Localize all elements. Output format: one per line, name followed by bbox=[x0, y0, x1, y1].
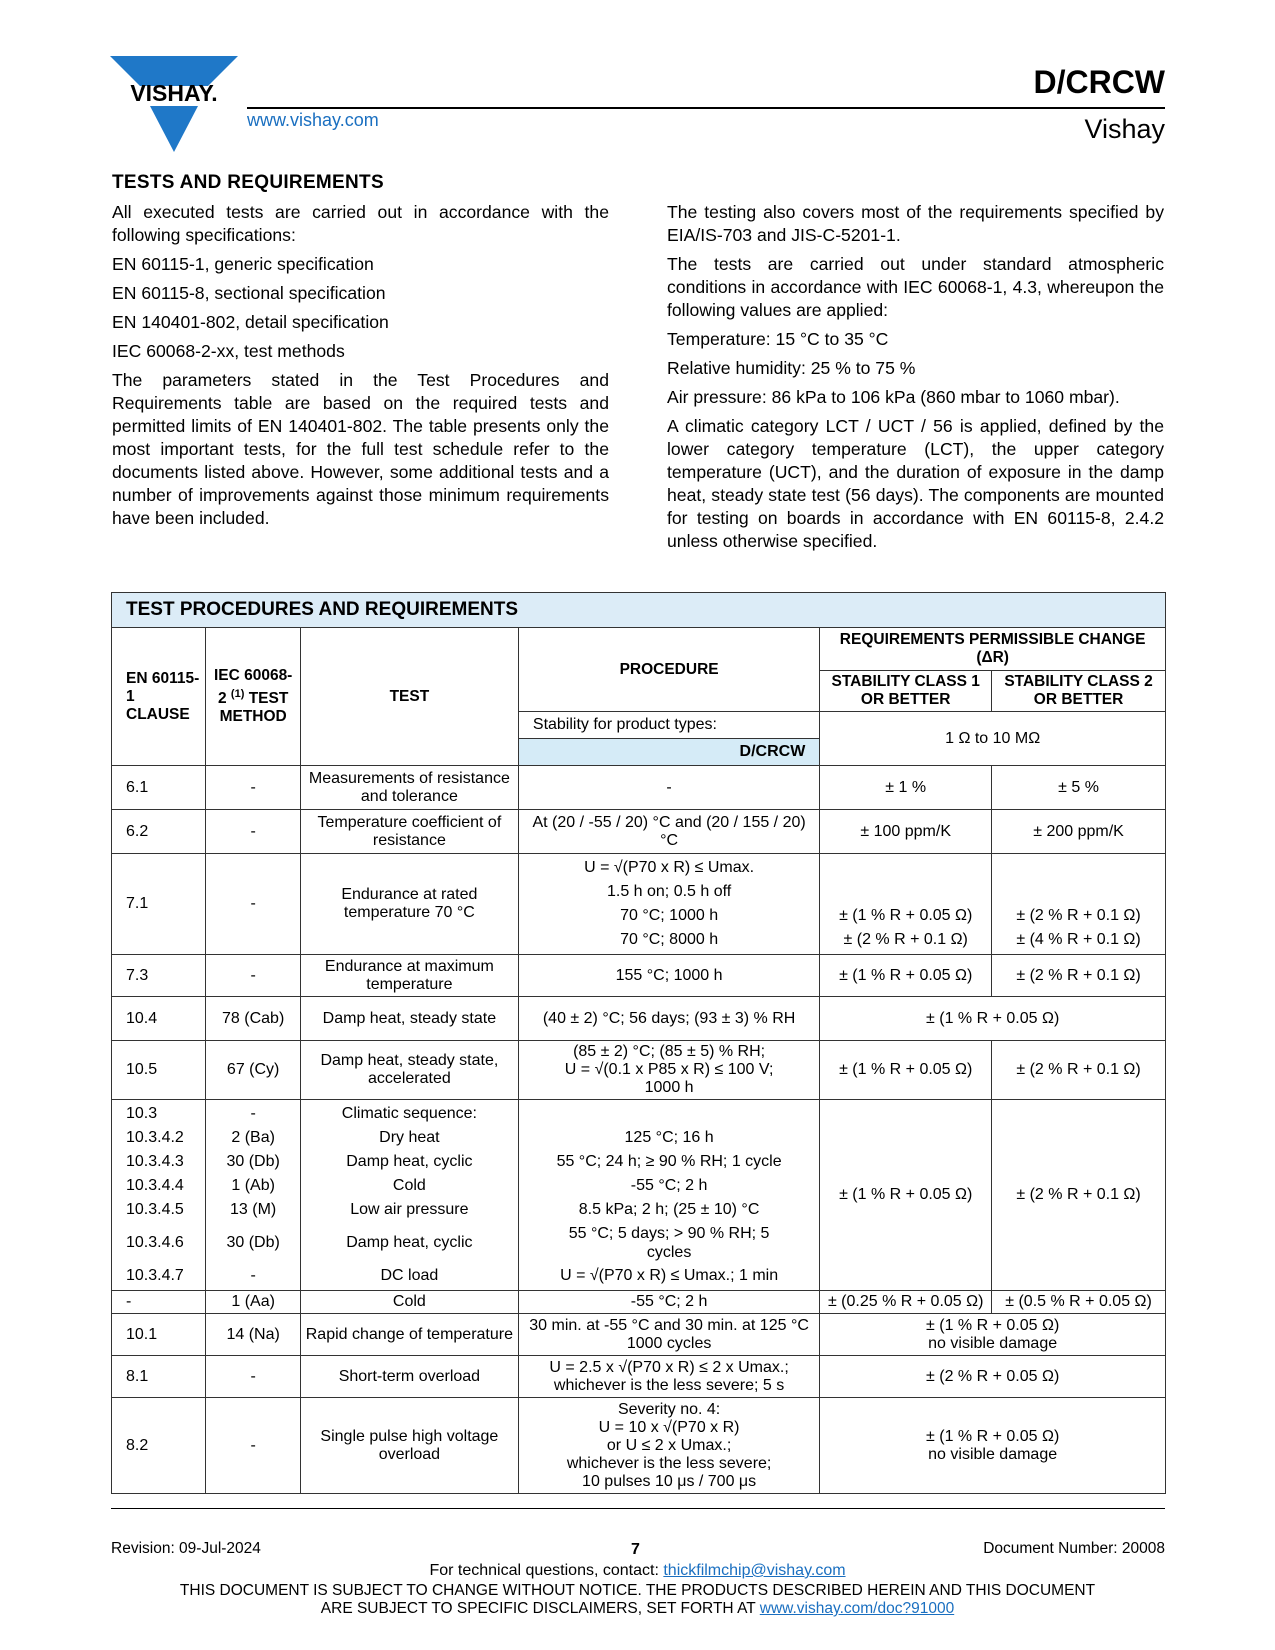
site-link[interactable]: www.vishay.com bbox=[247, 110, 379, 130]
procedure-cell bbox=[518, 1398, 819, 1494]
disclaimer bbox=[0, 1582, 1275, 1618]
class1-cell: ± (1 % R + 0.05 Ω) bbox=[820, 1041, 992, 1100]
contact-email-link[interactable]: thickfilmchip@vishay.com bbox=[663, 1562, 846, 1579]
table-row bbox=[112, 955, 1166, 997]
stability-label: Stability for product types: bbox=[518, 712, 819, 739]
procedure-cell bbox=[518, 1356, 819, 1398]
paragraph: IEC 60068-2-xx, test methods bbox=[112, 341, 345, 361]
clause-cell: 10.4 bbox=[112, 997, 206, 1041]
table-row bbox=[112, 997, 1166, 1041]
procedure-cell: - bbox=[518, 766, 819, 810]
requirement-cell bbox=[820, 1314, 1166, 1356]
paragraph: EN 140401-802, detail specification bbox=[112, 312, 389, 332]
disclaimer-line: THIS DOCUMENT IS SUBJECT TO CHANGE WITHOUT NOTICE. THE PRODUCTS DESCRIBED HEREIN AND THIS DOCUMENT bbox=[179, 1582, 1096, 1599]
test-procedures-table bbox=[111, 592, 1166, 1494]
requirement-line: no visible damage bbox=[928, 1445, 1058, 1463]
range-cell: 1 Ω to 10 MΩ bbox=[820, 712, 1166, 766]
clause-line: 10.3.4.6 bbox=[126, 1234, 184, 1251]
procedure-line: 1000 h bbox=[644, 1079, 694, 1096]
procedure-line: 70 °C; 8000 h bbox=[620, 931, 719, 948]
clause-cell: 6.1 bbox=[112, 766, 206, 810]
class2-cell: ± 5 % bbox=[992, 766, 1166, 810]
method-line: - bbox=[250, 1105, 256, 1122]
requirement-line: no visible damage bbox=[928, 1334, 1058, 1352]
method-line: 13 (M) bbox=[230, 1201, 277, 1218]
contact-line bbox=[0, 1562, 1275, 1580]
procedure-line: Severity no. 4: bbox=[617, 1400, 721, 1418]
clause-line: 10.3 bbox=[126, 1105, 158, 1122]
requirement-cell bbox=[820, 1398, 1166, 1494]
header-iec-pre: IEC 60068-2 bbox=[213, 666, 293, 708]
class2-cell: ± (2 % R + 0.1 Ω) bbox=[992, 1100, 1166, 1291]
logo-wordmark: VISHAY. bbox=[130, 80, 218, 106]
procedure-formula: U = 2.5 x √(P70 x R) ≤ 2 x Umax.; bbox=[549, 1358, 789, 1376]
method-line: 2 (Ba) bbox=[231, 1129, 275, 1146]
procedure-line: (85 ± 2) °C; (85 ± 5) % RH; bbox=[573, 1043, 766, 1060]
clause-line: 10.3.4.4 bbox=[126, 1177, 184, 1194]
footnote-mark: (1) bbox=[230, 687, 245, 700]
class2-cell: ± (0.5 % R + 0.05 Ω) bbox=[992, 1291, 1166, 1314]
class1-cell: ± (0.25 % R + 0.05 Ω) bbox=[820, 1291, 992, 1314]
procedure-cell bbox=[518, 854, 819, 955]
test-cell: Endurance at maximum temperature bbox=[300, 955, 518, 997]
class1-cell: ± (1 % R + 0.05 Ω) bbox=[820, 1100, 992, 1291]
table-row bbox=[112, 1041, 1166, 1100]
procedure-line bbox=[523, 1102, 815, 1126]
procedure-line: whichever is the less severe; 5 s bbox=[553, 1376, 785, 1394]
method-cell bbox=[206, 1100, 300, 1291]
header-class2: STABILITY CLASS 2 OR BETTER bbox=[992, 671, 1166, 712]
requirement-line: ± (1 % R + 0.05 Ω) bbox=[926, 1427, 1060, 1445]
clause-cell: 8.2 bbox=[112, 1398, 206, 1494]
procedure-line: 125 °C; 16 h bbox=[624, 1129, 714, 1146]
header-test: TEST bbox=[300, 628, 518, 766]
procedure-line: 55 °C; 24 h; ≥ 90 % RH; 1 cycle bbox=[556, 1153, 782, 1170]
clause-cell: - bbox=[112, 1291, 206, 1314]
method-cell: 14 (Na) bbox=[206, 1314, 300, 1356]
disclaimer-line bbox=[0, 1600, 1275, 1618]
class1-cell: ± 100 ppm/K bbox=[820, 810, 992, 854]
header-iec-method bbox=[206, 628, 300, 766]
left-column bbox=[112, 201, 609, 536]
procedure-line: 55 °C; 5 days; > 90 % RH; 5 cycles bbox=[568, 1225, 770, 1261]
clause-cell: 10.1 bbox=[112, 1314, 206, 1356]
test-cell: Damp heat, steady state bbox=[300, 997, 518, 1041]
product-type-cell: D/CRCW bbox=[518, 739, 819, 766]
header-requirements: REQUIREMENTS PERMISSIBLE CHANGE (ΔR) bbox=[820, 628, 1166, 671]
requirement-line: ± (1 % R + 0.05 Ω) bbox=[926, 1316, 1060, 1334]
class1-cell bbox=[820, 854, 992, 955]
paragraph: Air pressure: 86 kPa to 106 kPa (860 mbar to 1060 mbar). bbox=[667, 387, 1120, 407]
test-line: Cold bbox=[392, 1177, 426, 1194]
requirement-cell: ± (2 % R + 0.05 Ω) bbox=[820, 1356, 1166, 1398]
clause-cell bbox=[112, 1100, 206, 1291]
table-caption: TEST PROCEDURES AND REQUIREMENTS bbox=[112, 593, 1166, 628]
clause-line: 10.3.4.2 bbox=[126, 1129, 184, 1146]
clause-line: 10.3.4.3 bbox=[126, 1153, 184, 1170]
procedure-formula: U = √(P70 x R) ≤ Umax. bbox=[584, 859, 755, 876]
clause-line: 10.3.4.5 bbox=[126, 1201, 184, 1218]
paragraph: EN 60115-1, generic specification bbox=[112, 254, 374, 274]
header-rule bbox=[247, 107, 1165, 109]
table-row bbox=[112, 1398, 1166, 1494]
paragraph: Relative humidity: 25 % to 75 % bbox=[667, 358, 916, 378]
paragraph: All executed tests are carried out in accordance with the following specifications: bbox=[112, 202, 609, 245]
method-cell: - bbox=[206, 1356, 300, 1398]
procedure-cell bbox=[518, 1041, 819, 1100]
vishay-logo bbox=[110, 56, 238, 158]
procedure-line: 8.5 kPa; 2 h; (25 ± 10) °C bbox=[578, 1201, 760, 1218]
procedure-cell bbox=[518, 1100, 819, 1291]
method-cell: 78 (Cab) bbox=[206, 997, 300, 1041]
clause-cell: 10.5 bbox=[112, 1041, 206, 1100]
procedure-formula: U = √(0.1 x P85 x R) ≤ 100 V; bbox=[564, 1061, 774, 1078]
clause-cell: 7.3 bbox=[112, 955, 206, 997]
table-row bbox=[112, 766, 1166, 810]
procedure-formula: U = √(P70 x R) ≤ Umax.; 1 min bbox=[560, 1267, 779, 1284]
test-line: Damp heat, cyclic bbox=[346, 1234, 473, 1251]
test-cell: Rapid change of temperature bbox=[300, 1314, 518, 1356]
table-row bbox=[112, 1314, 1166, 1356]
table-row bbox=[112, 1291, 1166, 1314]
procedure-line: -55 °C; 2 h bbox=[630, 1177, 708, 1194]
method-line: 30 (Db) bbox=[226, 1153, 280, 1170]
table-row bbox=[112, 1100, 1166, 1291]
method-cell: - bbox=[206, 955, 300, 997]
method-cell: 1 (Aa) bbox=[206, 1291, 300, 1314]
requirement-line: ± (4 % R + 0.1 Ω) bbox=[1016, 931, 1141, 948]
table-row bbox=[112, 1356, 1166, 1398]
paragraph: The tests are carried out under standard atmospheric conditions in accordance with IEC 60068-1, 4.3, whereupon the following values are applied: bbox=[667, 254, 1164, 320]
procedure-cell: -55 °C; 2 h bbox=[518, 1291, 819, 1314]
disclaimer-link[interactable]: www.vishay.com/doc?91000 bbox=[759, 1600, 955, 1617]
method-cell: - bbox=[206, 854, 300, 955]
procedure-cell: At (20 / -55 / 20) °C and (20 / 155 / 20) °C bbox=[518, 810, 819, 854]
doc-title: D/CRCW bbox=[1033, 64, 1165, 100]
test-cell: Temperature coefficient of resistance bbox=[300, 810, 518, 854]
right-column bbox=[667, 201, 1164, 559]
paragraph: EN 60115-8, sectional specification bbox=[112, 283, 386, 303]
test-line: Damp heat, cyclic bbox=[346, 1153, 473, 1170]
requirement-line: ± (2 % R + 0.1 Ω) bbox=[1016, 907, 1141, 924]
footer-rule bbox=[111, 1508, 1165, 1509]
revision-date: Revision: 09-Jul-2024 bbox=[111, 1540, 261, 1557]
method-cell: - bbox=[206, 766, 300, 810]
class1-cell: ± 1 % bbox=[820, 766, 992, 810]
test-line: Dry heat bbox=[379, 1129, 440, 1146]
procedure-cell: (40 ± 2) °C; 56 days; (93 ± 3) % RH bbox=[518, 997, 819, 1041]
requirement-cell: ± (1 % R + 0.05 Ω) bbox=[820, 997, 1166, 1041]
class2-cell bbox=[992, 854, 1166, 955]
clause-cell: 8.1 bbox=[112, 1356, 206, 1398]
procedure-line: 10 pulses 10 μs / 700 μs bbox=[582, 1472, 757, 1490]
requirement-line: ± (2 % R + 0.1 Ω) bbox=[843, 931, 968, 948]
test-cell: Endurance at rated temperature 70 °C bbox=[300, 854, 518, 955]
header-class1: STABILITY CLASS 1 OR BETTER bbox=[820, 671, 992, 712]
procedure-formula: U = 10 x √(P70 x R) bbox=[598, 1418, 740, 1436]
method-line: 30 (Db) bbox=[226, 1234, 280, 1251]
test-cell: Damp heat, steady state, accelerated bbox=[300, 1041, 518, 1100]
paragraph: Temperature: 15 °C to 35 °C bbox=[667, 329, 889, 349]
test-cell: Short-term overload bbox=[300, 1356, 518, 1398]
paragraph: The parameters stated in the Test Procedures and Requirements table are based on the required tests and permitted limits of EN 140401-802. The table presents only the most important tests, for the full test schedule refer to the documents listed above. However, some additional tests and a number of improvements against those minimum requirements have been included. bbox=[112, 370, 609, 528]
clause-cell: 7.1 bbox=[112, 854, 206, 955]
class2-cell: ± (2 % R + 0.1 Ω) bbox=[992, 1041, 1166, 1100]
test-cell: Measurements of resistance and tolerance bbox=[300, 766, 518, 810]
clause-line: 10.3.4.7 bbox=[126, 1267, 184, 1284]
section-heading: TESTS AND REQUIREMENTS bbox=[112, 172, 384, 193]
test-cell: Cold bbox=[300, 1291, 518, 1314]
test-line: Climatic sequence: bbox=[341, 1105, 477, 1122]
method-cell: - bbox=[206, 1398, 300, 1494]
class2-cell: ± (2 % R + 0.1 Ω) bbox=[992, 955, 1166, 997]
procedure-line: or U ≤ 2 x Umax.; bbox=[606, 1436, 732, 1454]
procedure-cycle: 1.5 h on; 0.5 h off bbox=[606, 883, 732, 900]
method-cell: 67 (Cy) bbox=[206, 1041, 300, 1100]
requirement-line: ± (1 % R + 0.05 Ω) bbox=[839, 907, 973, 924]
paragraph: The testing also covers most of the requirements specified by EIA/IS-703 and JIS-C-5201-1. bbox=[667, 202, 1164, 245]
procedure-cell: 155 °C; 1000 h bbox=[518, 955, 819, 997]
header-iec-post: TEST METHOD bbox=[219, 690, 289, 726]
test-line: Low air pressure bbox=[350, 1201, 469, 1218]
test-line: DC load bbox=[380, 1267, 439, 1284]
class2-cell: ± 200 ppm/K bbox=[992, 810, 1166, 854]
procedure-cell: 30 min. at -55 °C and 30 min. at 125 °C 1000 cycles bbox=[518, 1314, 819, 1356]
method-line: - bbox=[250, 1267, 256, 1284]
page-number: 7 bbox=[631, 1541, 640, 1558]
contact-prefix: For technical questions, contact: bbox=[429, 1562, 664, 1579]
disclaimer-prefix: ARE SUBJECT TO SPECIFIC DISCLAIMERS, SET FORTH AT bbox=[320, 1600, 760, 1617]
header-procedure: PROCEDURE bbox=[518, 628, 819, 712]
clause-cell: 6.2 bbox=[112, 810, 206, 854]
header-en-clause: EN 60115-1 CLAUSE bbox=[112, 628, 206, 766]
table-row bbox=[112, 854, 1166, 955]
method-line: 1 (Ab) bbox=[231, 1177, 275, 1194]
procedure-line: 70 °C; 1000 h bbox=[620, 907, 719, 924]
class1-cell: ± (1 % R + 0.05 Ω) bbox=[820, 955, 992, 997]
doc-brand: Vishay bbox=[1084, 114, 1165, 144]
test-cell bbox=[300, 1100, 518, 1291]
table-row bbox=[112, 810, 1166, 854]
method-cell: - bbox=[206, 810, 300, 854]
document-number: Document Number: 20008 bbox=[983, 1540, 1165, 1557]
test-cell: Single pulse high voltage overload bbox=[300, 1398, 518, 1494]
paragraph: A climatic category LCT / UCT / 56 is applied, defined by the lower category temperature (LCT), the upper category temperature (UCT), and the duration of exposure in the damp heat, steady state test (56 days). The components are mounted for testing on boards in accordance with EN 60115-8, 2.4.2 unless otherwise specified. bbox=[667, 416, 1164, 551]
procedure-line: whichever is the less severe; bbox=[566, 1454, 772, 1472]
